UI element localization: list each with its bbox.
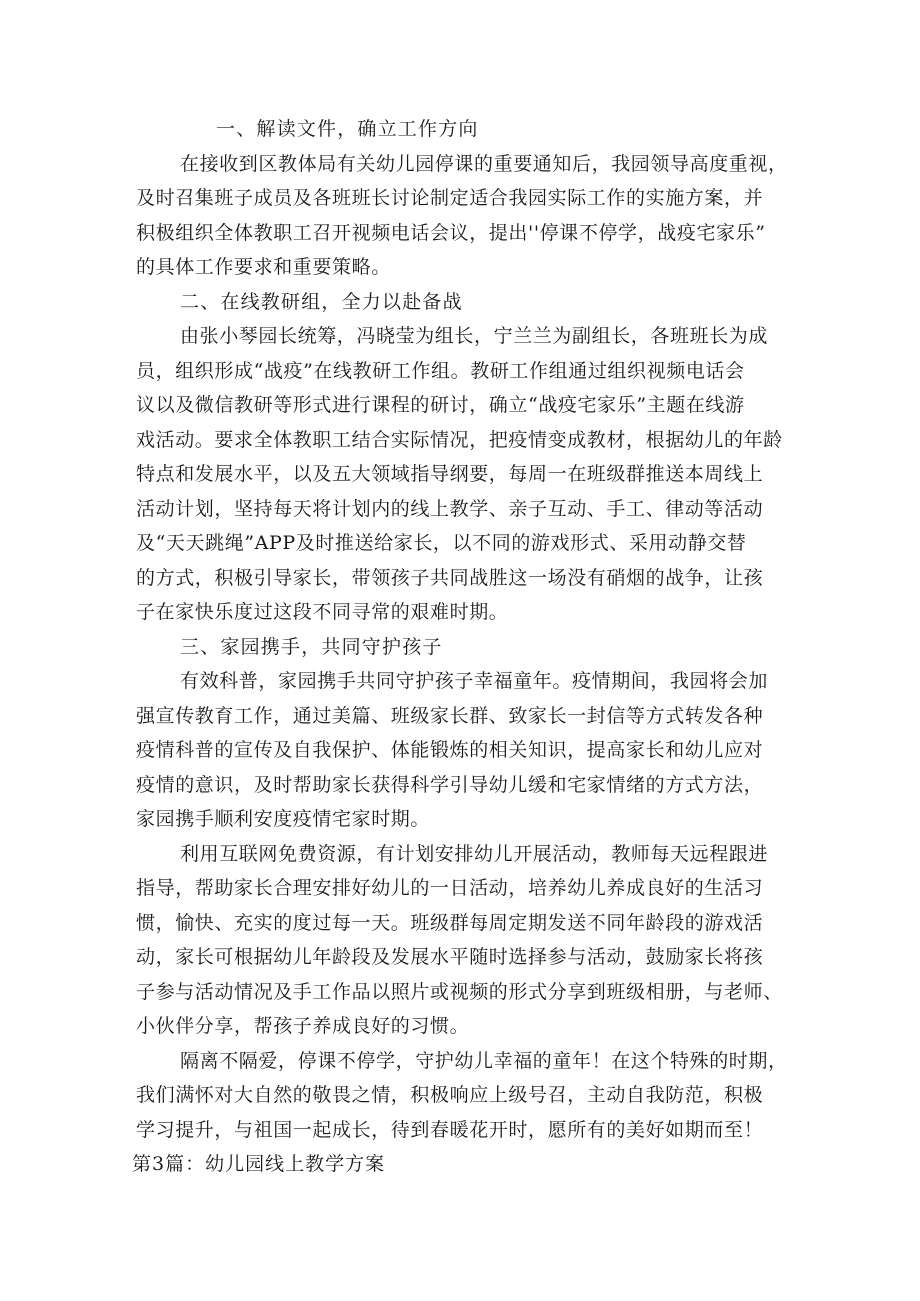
paragraph-line: 议以及微信教研等形式进行课程的研讨，确立“战疫宅家乐”主题在线游 (136, 394, 745, 416)
paragraph-line: 疫情的意识，及时帮助家长获得科学引导幼儿缓和宅家情绪的方式方法， (136, 773, 764, 796)
paragraph-line: 强宣传教育工作，通过美篇、班级家长群、致家长一封信等方式转发各种 (136, 704, 764, 727)
paragraph-line: 员，组织形成“战疫”在线教研工作组。教研工作组通过组织视频电话会 (136, 359, 745, 382)
paragraph-line: 的具体工作要求和重要策略。 (136, 256, 391, 278)
paragraph-line: 积极组织全体教职工召开视频电话会议，提出''停课不停学，战疫宅家乐” (136, 221, 766, 244)
paragraph-line: 家园携手顺利安度疫情宅家时期。 (136, 808, 431, 830)
paragraph-line: 动，家长可根据幼儿年龄段及发展水平随时选择参与活动，鼓励家长将孩 (136, 946, 764, 968)
section-heading-1: 一、解读文件，确立工作方向 (216, 118, 479, 140)
next-section-title: 第3篇：幼儿园线上教学方案 (132, 1153, 386, 1175)
paragraph-line: 由张小琴园长统筹，冯晓莹为组长，宁兰兰为副组长，各班班长为成 (180, 325, 769, 347)
paragraph-line: 在接收到区教体局有关幼儿园停课的重要通知后，我园领导高度重视， (180, 152, 788, 175)
paragraph-line: 学习提升，与祖国一起成长，待到春暖花开时，愿所有的美好如期而至！ (136, 1118, 764, 1141)
paragraph-line: 子参与活动情况及手工作品以照片或视频的形式分享到班级相册，与老师、 (136, 980, 783, 1003)
paragraph-line: 活动计划，坚持每天将计划内的线上教学、亲子互动、手工、律动等活动 (136, 497, 764, 520)
paragraph-line: 子在家快乐度过这段不同寻常的艰难时期。 (136, 601, 509, 623)
paragraph-line: 指导，帮助家长合理安排好幼儿的一日活动，培养幼儿养成良好的生活习 (136, 877, 764, 899)
paragraph-line: 及时召集班子成员及各班班长讨论制定适合我园实际工作的实施方案，并 (136, 187, 764, 209)
paragraph-line: 有效科普，家园携手共同守护孩子幸福童年。疫情期间，我园将会加 (180, 670, 769, 692)
paragraph-line: 惯，愉快、充实的度过每一天。班级群每周定期发送不同年龄段的游戏活 (136, 911, 764, 934)
paragraph-line: 特点和发展水平，以及五大领域指导纲要，每周一在班级群推送本周线上 (136, 463, 764, 485)
section-heading-2: 二、在线教研组，全力以赴备战 (180, 290, 463, 313)
paragraph-line: 利用互联网免费资源，有计划安排幼儿开展活动，教师每天远程跟进 (180, 842, 769, 865)
paragraph-line: 隔离不隔爱，停课不停学，守护幼儿幸福的童年！在这个特殊的时期， (180, 1049, 788, 1072)
paragraph-line: 的方式，积极引导家长，带领孩子共同战胜这一场没有硝烟的战争，让孩 (136, 566, 764, 589)
paragraph-line: 及“天天跳绳”APP及时推送给家长，以不同的游戏形式、采用动静交替 (136, 532, 747, 554)
paragraph-line: 疫情科普的宣传及自我保护、体能锻炼的相关知识，提高家长和幼儿应对 (136, 739, 764, 761)
section-heading-3: 三、家园携手，共同守护孩子 (180, 635, 443, 658)
paragraph-line: 小伙伴分享，帮孩子养成良好的习惯。 (136, 1015, 470, 1037)
document-body (132, 112, 796, 1182)
paragraph-line: 我们满怀对大自然的敬畏之情，积极响应上级号召，主动自我防范，积极 (136, 1084, 764, 1106)
paragraph-line: 戏活动。要求全体教职工结合实际情况，把疫情变成教材，根据幼儿的年龄 (136, 428, 783, 451)
